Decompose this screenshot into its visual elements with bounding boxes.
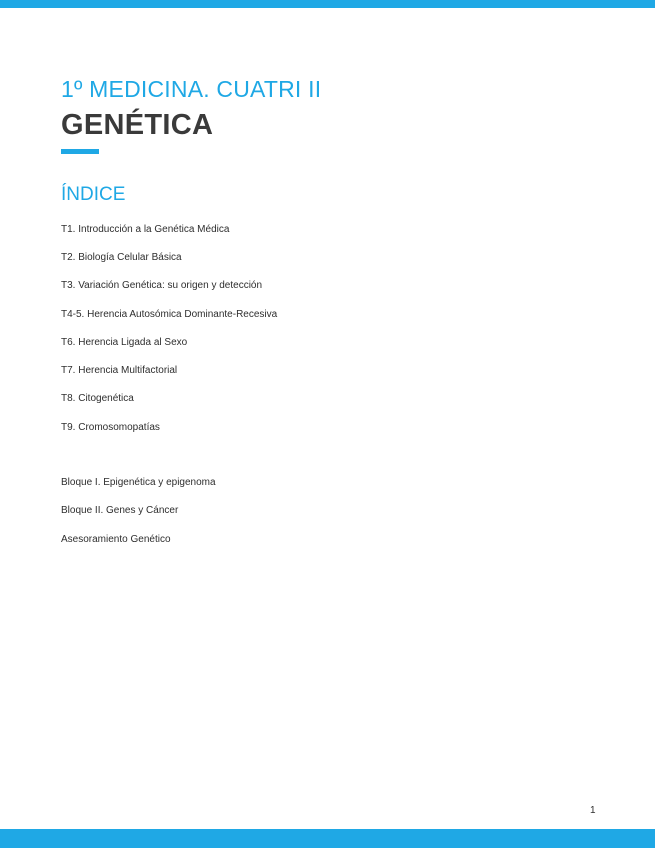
toc-item-t6[interactable]: T6. Herencia Ligada al Sexo: [61, 337, 188, 348]
toc-item-bloque-2[interactable]: Bloque II. Genes y Cáncer: [61, 505, 179, 516]
toc-item-t3[interactable]: T3. Variación Genética: su origen y detección: [61, 280, 263, 291]
toc-item-t1[interactable]: T1. Introducción a la Genética Médica: [61, 224, 230, 235]
index-heading: ÍNDICE: [61, 184, 126, 205]
toc-item-t4-5[interactable]: T4-5. Herencia Autosómica Dominante-Recesiva: [61, 309, 278, 320]
document-subtitle: 1º MEDICINA. CUATRI II: [61, 76, 322, 102]
title-underline: [61, 149, 99, 154]
bottom-accent-bar: [0, 829, 655, 848]
document-title: GENÉTICA: [61, 109, 214, 141]
toc-item-t7[interactable]: T7. Herencia Multifactorial: [61, 365, 178, 376]
page-number: 1: [590, 805, 596, 816]
toc-item-bloque-1[interactable]: Bloque I. Epigenética y epigenoma: [61, 477, 216, 488]
toc-item-t2[interactable]: T2. Biología Celular Básica: [61, 252, 182, 263]
top-accent-bar: [0, 0, 655, 8]
toc-item-asesoramiento[interactable]: Asesoramiento Genético: [61, 534, 171, 545]
toc-item-t8[interactable]: T8. Citogenética: [61, 393, 134, 404]
toc-item-t9[interactable]: T9. Cromosomopatías: [61, 422, 160, 433]
